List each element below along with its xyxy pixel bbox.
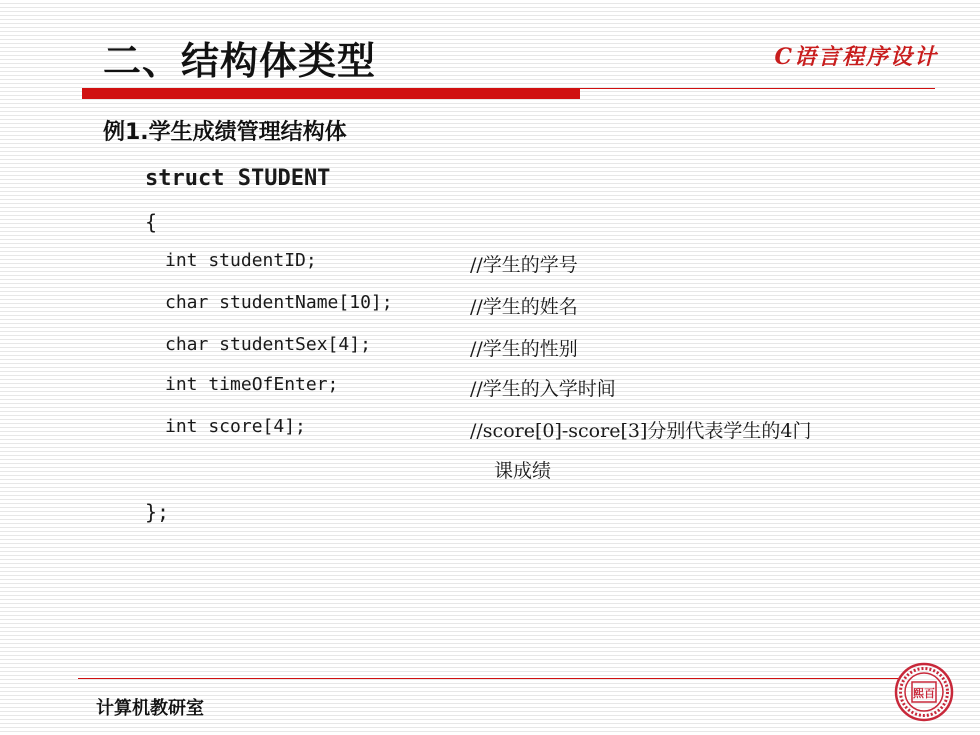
close-brace: }; xyxy=(145,500,170,524)
field-comment-continuation: 课成绩 xyxy=(494,460,552,482)
field-comment: //学生的学号 xyxy=(470,254,578,276)
field-comment: //score[0]-score[3]分别代表学生的4门 xyxy=(470,420,812,442)
open-brace: { xyxy=(145,210,158,234)
field-code: int score[4]; xyxy=(165,416,306,437)
seal-text: 熙百 xyxy=(913,687,935,700)
page-title: 二、结构体类型 xyxy=(103,39,377,83)
field-code: int timeOfEnter; xyxy=(165,374,339,395)
field-comment: //学生的性别 xyxy=(470,338,578,360)
title-underline-bar xyxy=(82,88,580,99)
title-divider xyxy=(580,88,935,89)
department-label: 计算机教研室 xyxy=(96,698,204,719)
field-comment: //学生的入学时间 xyxy=(470,378,616,400)
field-code: char studentName[10]; xyxy=(165,292,393,313)
struct-declaration: struct STUDENT xyxy=(145,166,331,191)
field-code: char studentSex[4]; xyxy=(165,334,371,355)
footer-divider xyxy=(78,678,898,679)
example-heading: 例1.学生成绩管理结构体 xyxy=(103,120,347,145)
field-comment: //学生的姓名 xyxy=(470,296,578,318)
course-brand: C语言程序设计 xyxy=(774,44,938,70)
field-code: int studentID; xyxy=(165,250,317,271)
university-seal-icon xyxy=(894,662,954,722)
